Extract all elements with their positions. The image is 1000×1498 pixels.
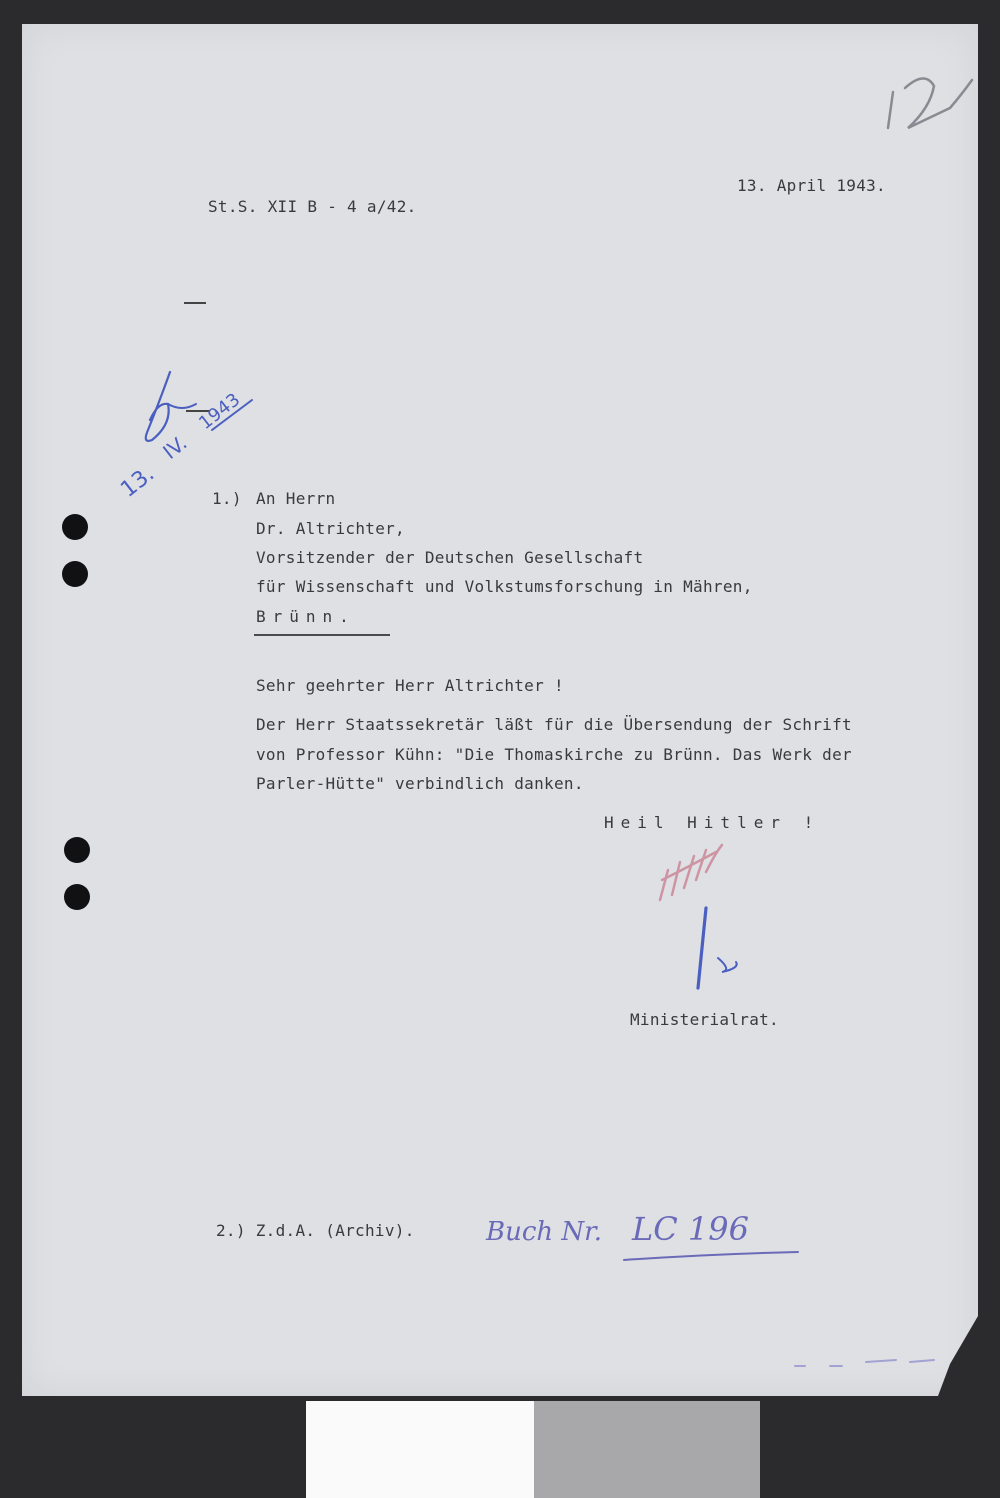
- recipient-salutation: An Herrn: [256, 489, 336, 508]
- letter-date: 13. April 1943.: [737, 176, 886, 195]
- reference-number: St.S. XII B - 4 a/42.: [208, 197, 417, 216]
- body-line-2: von Professor Kühn: "Die Thomaskirche zu Brünn. Das Werk der: [256, 745, 852, 764]
- recipient-name: Dr. Altrichter,: [256, 519, 405, 538]
- body-line-1: Der Herr Staatssekretär läßt für die Übersendung der Schrift: [256, 715, 852, 734]
- book-note-prefix: Buch Nr.: [486, 1217, 603, 1247]
- greeting: Sehr geehrter Herr Altrichter !: [256, 676, 564, 695]
- date-note-year: 1943: [195, 389, 245, 434]
- body-line-3: Parler-Hütte" verbindlich danken.: [256, 774, 584, 793]
- book-note-number: LC 196: [632, 1210, 749, 1248]
- signatory-title: Ministerialrat.: [630, 1010, 779, 1029]
- recipient-title-line2: für Wissenschaft und Volkstumsforschung in Mähren,: [256, 577, 753, 596]
- recipient-city: Brünn.: [256, 607, 356, 626]
- date-note-day: 13.: [116, 461, 160, 503]
- item-number-1: 1.): [212, 489, 242, 508]
- closing: Heil Hitler !: [604, 813, 821, 832]
- recipient-title-line1: Vorsitzender der Deutschen Gesellschaft: [256, 548, 644, 567]
- date-note-month: IV.: [158, 430, 192, 464]
- calibration-bar-white: [306, 1401, 534, 1498]
- calibration-bar-gray: [534, 1401, 760, 1498]
- item-2-archive-note: 2.) Z.d.A. (Archiv).: [216, 1221, 415, 1240]
